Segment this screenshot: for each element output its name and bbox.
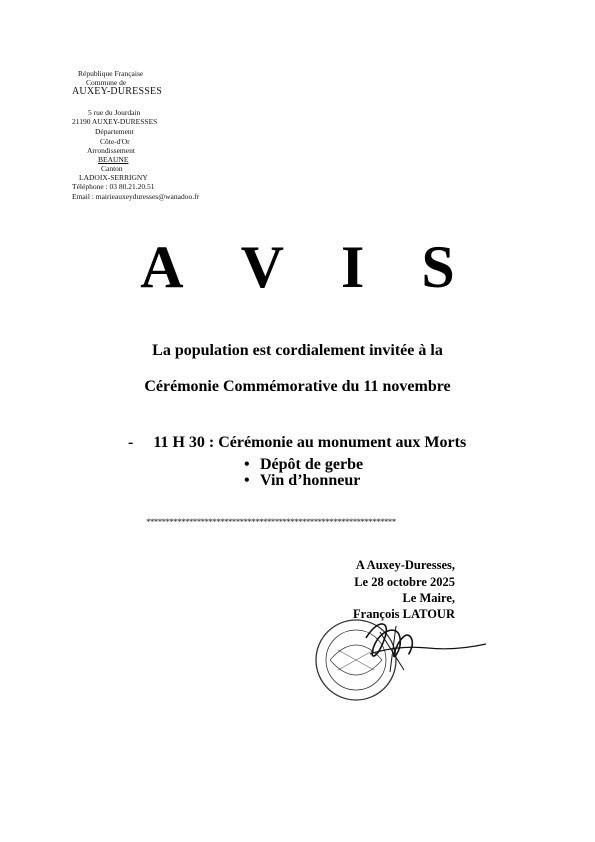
bullet-icon: • bbox=[244, 472, 250, 489]
bullet-text: Dépôt de gerbe bbox=[260, 456, 364, 473]
signature-role: Le Maire, bbox=[402, 591, 455, 605]
bullet-icon: • bbox=[244, 456, 250, 473]
header-department-name: Côte-d'Or bbox=[100, 137, 130, 146]
title-letter: S bbox=[421, 234, 455, 300]
page-title bbox=[0, 232, 595, 302]
list-item bbox=[244, 471, 360, 491]
header-email: Email : mairieauxeyduresses@wanadoo.fr bbox=[72, 192, 200, 201]
official-seal-and-signature bbox=[308, 610, 498, 710]
header-canton-label: Canton bbox=[101, 164, 123, 173]
header-commune-name: AUXEY-DURESSES bbox=[72, 86, 163, 97]
program-time-item: 11 H 30 : Cérémonie au monument aux Morts bbox=[153, 434, 467, 451]
bullet-text: Vin d’honneur bbox=[260, 472, 361, 489]
header-republic: République Française bbox=[78, 69, 144, 78]
invitation-line: La population est cordialement invitée à la bbox=[152, 342, 443, 359]
title-letter: I bbox=[340, 234, 365, 300]
program-item bbox=[128, 433, 466, 453]
title-letter: A bbox=[140, 234, 184, 300]
header-commune-label: Commune de bbox=[86, 78, 127, 87]
header-phone: Téléphone : 03 80.21.20.51 bbox=[72, 182, 155, 191]
header-street: 5 rue du Jourdain bbox=[88, 108, 141, 117]
title-letter: V bbox=[240, 234, 284, 300]
separator-line: **************************************************************** bbox=[146, 517, 396, 527]
program-dash: - bbox=[128, 434, 134, 451]
signature-date: Le 28 octobre 2025 bbox=[354, 575, 455, 589]
header-canton-name: LADOIX-SERRIGNY bbox=[79, 173, 148, 182]
header-department-label: Département bbox=[95, 127, 134, 136]
signature-name: François LATOUR bbox=[353, 607, 455, 621]
header-postal-city: 21190 AUXEY-DURESSES bbox=[72, 117, 158, 126]
header-arrondissement-name: BEAUNE bbox=[98, 155, 129, 164]
header-arrondissement-label: Arrondissement bbox=[87, 146, 135, 155]
event-line: Cérémonie Commémorative du 11 novembre bbox=[144, 378, 451, 395]
signature-place: A Auxey-Duresses, bbox=[355, 558, 455, 572]
